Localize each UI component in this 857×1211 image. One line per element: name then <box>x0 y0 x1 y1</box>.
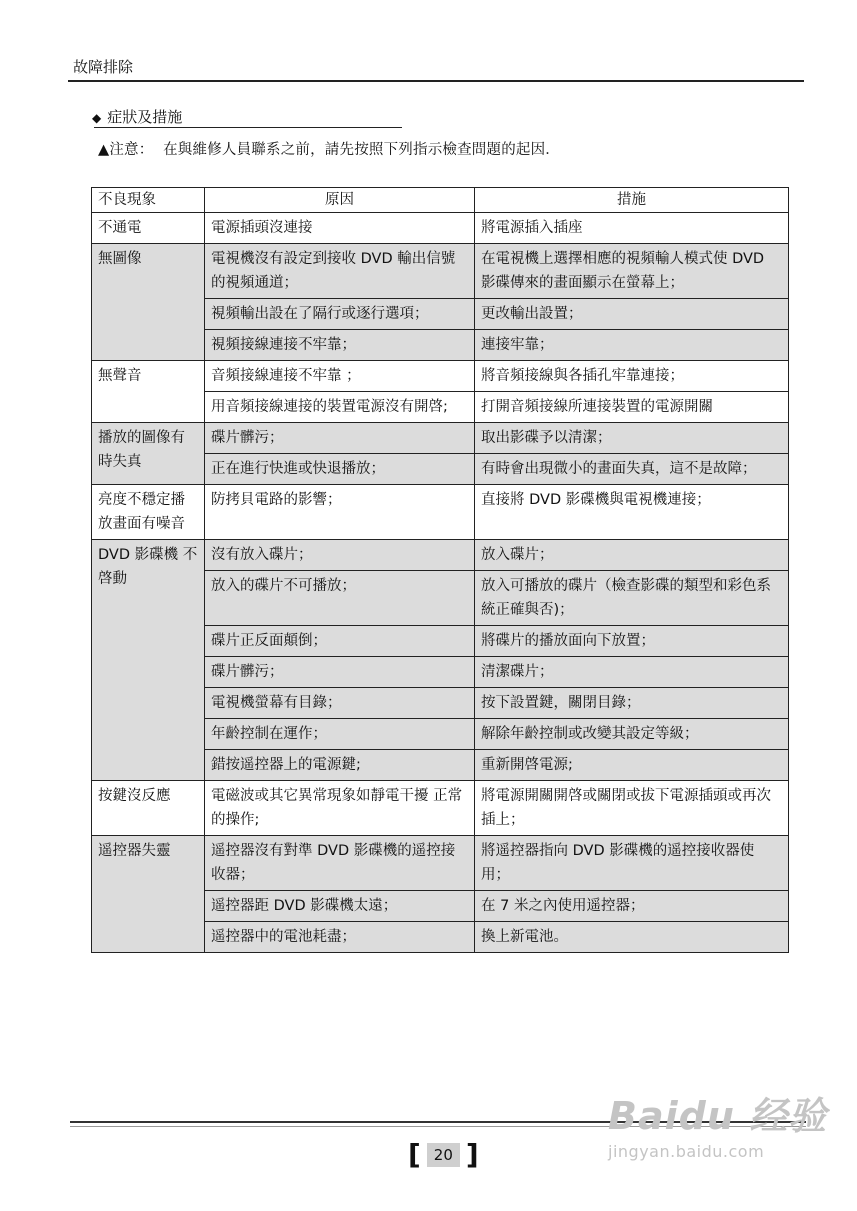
watermark <box>608 1085 827 1161</box>
bracket-left: [ <box>408 1138 421 1171</box>
cause-cell: 視頻輸出設在了隔行或逐行選項； <box>205 299 475 330</box>
note-text: 在與維修人員聯系之前，請先按照下列指示檢查問題的起因． <box>163 142 560 158</box>
watermark-site: jingyan.baidu.com <box>608 1142 765 1161</box>
remedy-cell: 清潔碟片； <box>475 657 789 688</box>
symptom-cell: DVD 影碟機 不啓動 <box>92 540 205 781</box>
table-row <box>92 213 789 244</box>
warning-triangle-icon: ▲ <box>98 142 110 158</box>
cause-cell: 電磁波或其它異常現象如靜電干擾 正常的操作; <box>205 781 475 836</box>
remedy-cell: 放入可播放的碟片（檢查影碟的類型和彩色系統正確與否)； <box>475 571 789 626</box>
remedy-cell: 將音頻接線與各插孔牢靠連接； <box>475 361 789 392</box>
note-label: 注意： <box>109 142 154 158</box>
troubleshooting-table <box>91 187 789 953</box>
symptom-cell: 無聲音 <box>92 361 205 423</box>
table-row <box>92 781 789 836</box>
cause-cell: 沒有放入碟片； <box>205 540 475 571</box>
page-header-title: 故障排除 <box>73 58 134 76</box>
remedy-cell: 將電源插入插座 <box>475 213 789 244</box>
remedy-cell: 有時會出現微小的畫面失真，這不是故障； <box>475 454 789 485</box>
bracket-right: ] <box>465 1138 479 1171</box>
table-row <box>92 244 789 299</box>
cause-cell: 遥控器沒有對準 DVD 影碟機的遥控接收器； <box>205 836 475 891</box>
section-heading <box>92 106 182 127</box>
symptom-cell: 遥控器失靈 <box>92 836 205 953</box>
remedy-cell: 取出影碟予以清潔； <box>475 423 789 454</box>
header-rule <box>68 80 804 82</box>
table-row <box>92 836 789 891</box>
cause-cell: 錯按遥控器上的電源鍵; <box>205 750 475 781</box>
table-row <box>92 361 789 392</box>
table-row <box>92 423 789 454</box>
remedy-cell: 更改輸出設置； <box>475 299 789 330</box>
remedy-cell: 解除年齡控制或改變其設定等級； <box>475 719 789 750</box>
remedy-cell: 按下設置鍵，關閉目錄； <box>475 688 789 719</box>
section-underline <box>94 127 402 128</box>
caution-note <box>98 138 560 159</box>
cause-cell: 用音頻接線連接的裝置電源沒有開啓; <box>205 392 475 423</box>
remedy-cell: 打開音頻接線所連接裝置的電源開關 <box>475 392 789 423</box>
remedy-cell: 在 7 米之內使用遥控器； <box>475 891 789 922</box>
table-row <box>92 540 789 571</box>
remedy-cell: 直接將 DVD 影碟機與電視機連接； <box>475 485 789 540</box>
cause-cell: 防拷貝電路的影響； <box>205 485 475 540</box>
cause-cell: 碟片髒污； <box>205 657 475 688</box>
cause-cell: 碟片正反面顛倒； <box>205 626 475 657</box>
cause-cell: 年齡控制在運作； <box>205 719 475 750</box>
symptom-cell: 亮度不穩定播放畫面有噪音 <box>92 485 205 540</box>
page-number-value: 20 <box>427 1143 460 1167</box>
header-symptom: 不良現象 <box>92 188 205 213</box>
watermark-brand: Baidu 经验 <box>608 1094 828 1138</box>
symptom-cell: 無圖像 <box>92 244 205 361</box>
remedy-cell: 連接牢靠； <box>475 330 789 361</box>
cause-cell: 遥控器中的電池耗盡； <box>205 922 475 953</box>
symptom-cell: 不通電 <box>92 213 205 244</box>
remedy-cell: 在電視機上選擇相應的視頻輸人模式使 DVD 影碟傳來的畫面顯示在螢幕上； <box>475 244 789 299</box>
table-header-row <box>92 188 789 213</box>
section-title: 症狀及措施 <box>107 108 183 126</box>
symptom-cell: 按鍵沒反應 <box>92 781 205 836</box>
cause-cell: 遥控器距 DVD 影碟機太遠； <box>205 891 475 922</box>
cause-cell: 放入的碟片不可播放； <box>205 571 475 626</box>
cause-cell: 電視機沒有設定到接收 DVD 輸出信號的視頻通道； <box>205 244 475 299</box>
cause-cell: 碟片髒污； <box>205 423 475 454</box>
table-row <box>92 485 789 540</box>
remedy-cell: 將碟片的播放面向下放置； <box>475 626 789 657</box>
symptom-cell: 播放的圖像有時失真 <box>92 423 205 485</box>
header-remedy: 措施 <box>475 188 789 213</box>
cause-cell: 電視機螢幕有目錄； <box>205 688 475 719</box>
remedy-cell: 將遥控器指向 DVD 影碟機的遥控接收器使用； <box>475 836 789 891</box>
cause-cell: 音頻接線連接不牢靠 ； <box>205 361 475 392</box>
header-cause: 原因 <box>205 188 475 213</box>
remedy-cell: 換上新電池。 <box>475 922 789 953</box>
remedy-cell: 將電源開關開啓或關閉或拔下電源插頭或再次插上； <box>475 781 789 836</box>
diamond-bullet-icon: ◆ <box>92 111 102 125</box>
remedy-cell: 放入碟片； <box>475 540 789 571</box>
cause-cell: 電源插頭沒連接 <box>205 213 475 244</box>
cause-cell: 視頻接線連接不牢靠； <box>205 330 475 361</box>
cause-cell: 正在進行快進或快退播放； <box>205 454 475 485</box>
remedy-cell: 重新開啓電源; <box>475 750 789 781</box>
page-number <box>408 1138 479 1171</box>
